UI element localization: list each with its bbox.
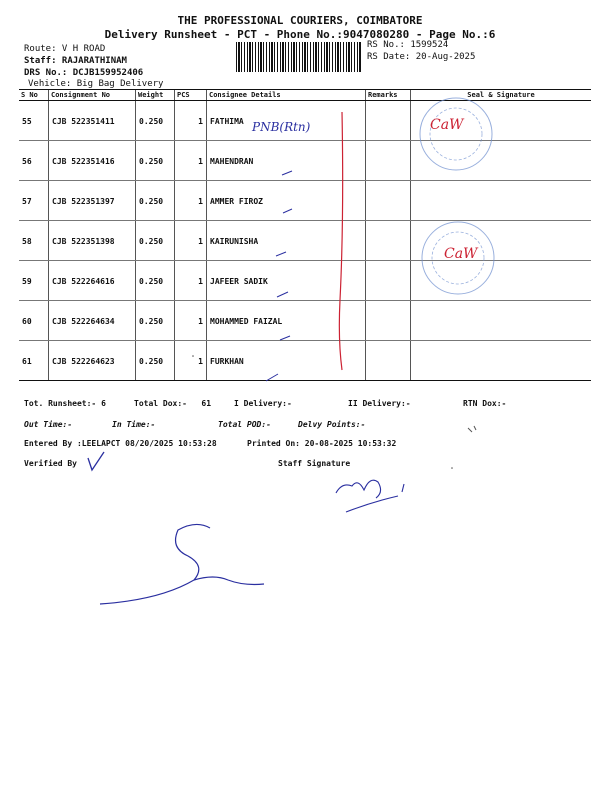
- cell-sno: 61: [19, 341, 49, 381]
- vehicle-label: Vehicle: Big Bag Delivery: [28, 79, 164, 89]
- cell-pcs: 1: [175, 301, 207, 341]
- cell-sno: 58: [19, 221, 49, 261]
- cell-pcs: 1: [175, 341, 207, 381]
- cell-consignee: AMMER FIROZ: [207, 181, 366, 221]
- cell-consignee: KAIRUNISHA: [207, 221, 366, 261]
- rtn-dox: RTN Dox:-: [463, 399, 507, 408]
- cell-consignee: MOHAMMED FAIZAL: [207, 301, 366, 341]
- col-sno: S No: [19, 90, 49, 101]
- col-consignee: Consignee Details: [207, 90, 366, 101]
- verified-check: [88, 452, 104, 470]
- tick-mark: [266, 374, 278, 381]
- col-pcs: PCS: [175, 90, 207, 101]
- entered-by: Entered By :LEELAPCT 08/20/2025 10:53:28: [24, 439, 217, 448]
- cell-pcs: 1: [175, 221, 207, 261]
- in-time: In Time:-: [112, 420, 156, 429]
- tick-mark: [280, 336, 290, 340]
- cell-weight: 0.250: [136, 101, 175, 141]
- cell-weight: 0.250: [136, 181, 175, 221]
- cell-consignee: JAFEER SADIK: [207, 261, 366, 301]
- seal-stamp: [420, 98, 492, 170]
- delvy-points: Delvy Points:-: [298, 420, 366, 429]
- stamp-handwriting: CaW: [430, 117, 464, 133]
- stamp-handwriting: CaW: [444, 246, 478, 262]
- cell-pcs: 1: [175, 181, 207, 221]
- cell-pcs: 1: [175, 141, 207, 181]
- cell-sno: 57: [19, 181, 49, 221]
- cell-sno: 55: [19, 101, 49, 141]
- cell-consignment: CJB 522264623: [49, 341, 136, 381]
- stray-mark: [451, 467, 453, 469]
- stray-mark: [192, 355, 194, 357]
- cell-pcs: 1: [175, 101, 207, 141]
- tick-mark: [276, 252, 286, 256]
- cell-weight: 0.250: [136, 301, 175, 341]
- total-pod: Total POD:-: [218, 420, 271, 429]
- cell-pcs: 1: [175, 261, 207, 301]
- cell-sno: 59: [19, 261, 49, 301]
- red-ink-line: [339, 112, 342, 370]
- cell-sno: 56: [19, 141, 49, 181]
- verified-by-label: Verified By: [24, 459, 77, 468]
- tick-mark: [283, 209, 292, 213]
- rs-number: RS No.: 1599524: [367, 40, 449, 50]
- drs-number: DRS No.: DCJB159952406: [24, 68, 144, 78]
- cell-consignment: CJB 522351411: [49, 101, 136, 141]
- total-dox: Total Dox:- 61: [134, 399, 212, 408]
- rs-date: RS Date: 20-Aug-2025: [367, 52, 476, 62]
- runsheet-title: Delivery Runsheet - PCT - Phone No.:9047080280 - Page No.:6: [104, 28, 496, 41]
- col-remarks: Remarks: [366, 90, 411, 101]
- cell-weight: 0.250: [136, 341, 175, 381]
- cell-consignee: FURKHAN: [207, 341, 366, 381]
- printed-on: Printed On: 20-08-2025 10:53:32: [247, 439, 397, 448]
- cell-consignment: CJB 522264616: [49, 261, 136, 301]
- company-name: THE PROFESSIONAL COURIERS, COIMBATORE: [177, 14, 423, 27]
- i-delivery: I Delivery:-: [234, 399, 292, 408]
- cell-sno: 60: [19, 301, 49, 341]
- cell-consignee: FATHIMA: [207, 101, 366, 141]
- ii-delivery: II Delivery:-: [348, 399, 411, 408]
- staff-label: Staff: RAJARATHINAM: [24, 56, 127, 66]
- cell-weight: 0.250: [136, 141, 175, 181]
- stray-mark: [468, 426, 476, 432]
- staff-signature: [336, 480, 404, 512]
- cell-consignee: MAHENDRAN: [207, 141, 366, 181]
- col-seal-signature: Seal & Signature: [411, 90, 592, 101]
- out-time: Out Time:-: [24, 420, 73, 429]
- cell-weight: 0.250: [136, 221, 175, 261]
- col-weight: Weight: [136, 90, 175, 101]
- verifier-signature: [100, 524, 264, 604]
- route-label: Route: V H ROAD: [24, 44, 106, 54]
- cell-consignment: CJB 522351397: [49, 181, 136, 221]
- staff-signature-label: Staff Signature: [278, 459, 351, 468]
- handwritten-note: PNB(Rtn): [252, 120, 311, 134]
- cell-consignment: CJB 522351398: [49, 221, 136, 261]
- cell-weight: 0.250: [136, 261, 175, 301]
- cell-consignment: CJB 522351416: [49, 141, 136, 181]
- col-consignment: Consignment No: [49, 90, 136, 101]
- cell-consignment: CJB 522264634: [49, 301, 136, 341]
- tick-mark: [277, 292, 288, 297]
- tick-mark: [282, 171, 292, 175]
- total-runsheet: Tot. Runsheet:- 6: [24, 399, 106, 408]
